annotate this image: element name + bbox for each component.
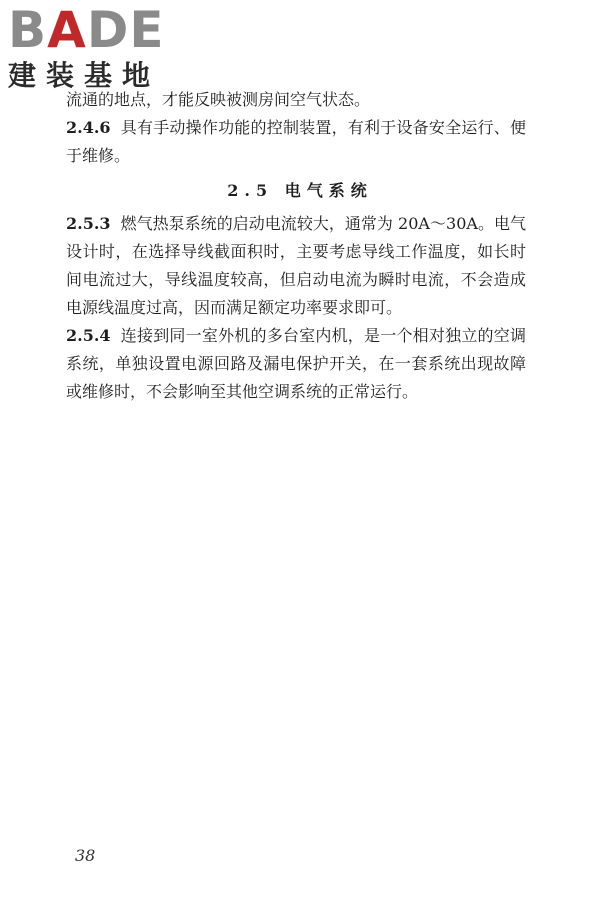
clause-text: 连接到同一室外机的多台室内机，是一个相对独立的空调系统，单独设置电源回路及漏电保护开关，在一套系统出现故障或维修时，不会影响至其他空调系统的正常运行。	[66, 326, 526, 401]
logo-chinese-text: 建装基地	[8, 59, 161, 92]
clause-2-5-4	[66, 322, 526, 406]
clause-2-4-6	[66, 114, 526, 170]
page-number: 38	[75, 846, 96, 865]
clause-number: 2.5.4	[66, 326, 111, 345]
section-number: 2.5	[227, 181, 274, 200]
section-title: 电气系统	[284, 181, 373, 200]
previous-clause-continuation: 流通的地点，才能反映被测房间空气状态。	[66, 90, 371, 109]
clause-number: 2.4.6	[66, 118, 111, 137]
watermark-logo	[8, 1, 178, 96]
section-heading	[0, 178, 600, 201]
clause-2-5-3	[66, 210, 526, 322]
clause-number: 2.5.3	[66, 214, 111, 233]
clause-text: 燃气热泵系统的启动电流较大，通常为 20A～30A。电气设计时，在选择导线截面积时，主要考虑导线工作温度，如长时间电流过大，导线温度较高，但启动电流为瞬时电流，不会造成电源线温度过高，因而满足额定功率要求即可。	[66, 214, 526, 317]
logo-english-text: BADE	[8, 1, 165, 59]
clause-text: 具有手动操作功能的控制装置，有利于设备安全运行、便于维修。	[66, 118, 526, 165]
